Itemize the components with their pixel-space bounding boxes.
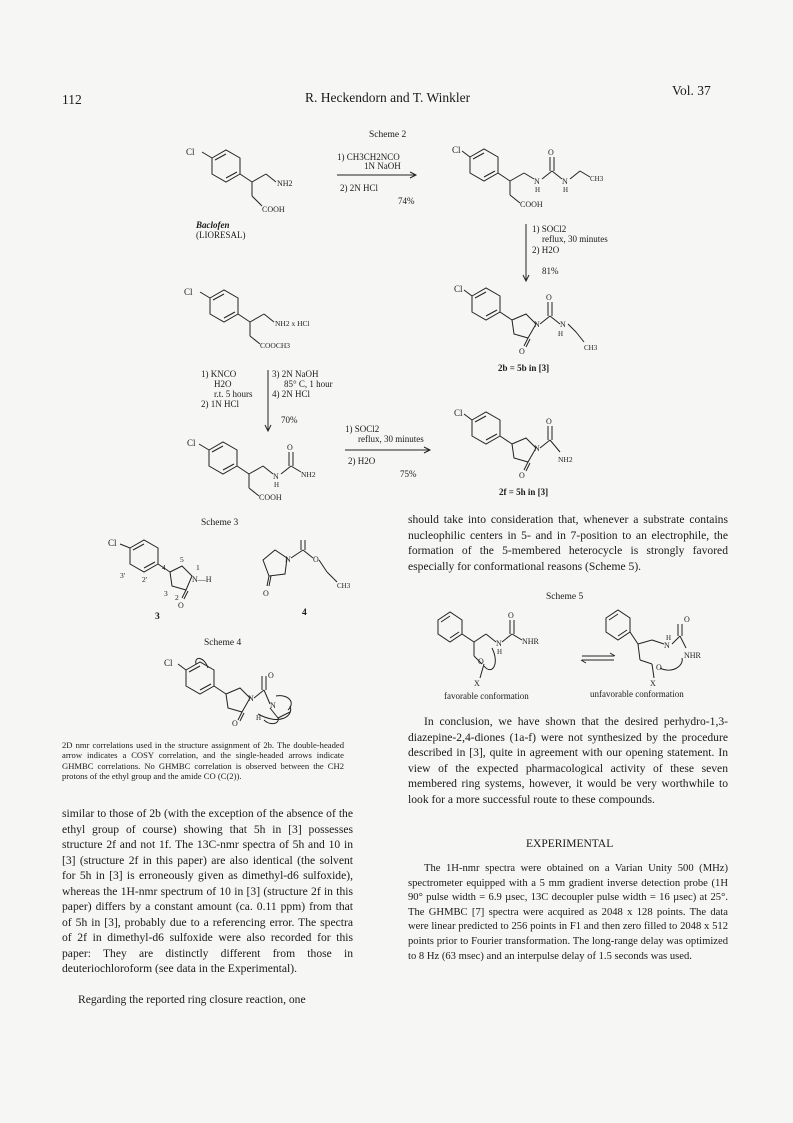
- nh2-group: NH2: [558, 455, 573, 464]
- atom-num-4: 4: [162, 563, 166, 572]
- cooch3-group: COOCH3: [260, 341, 291, 350]
- n-atom: N: [664, 641, 670, 650]
- nhr-group: NHR: [684, 651, 701, 660]
- baclofen-structure: [182, 148, 302, 218]
- step3-reagent-right-2: 85° C, 1 hour: [284, 379, 333, 389]
- step3-reagent-right-3: 4) 2N HCl: [272, 389, 310, 399]
- volume-label: Vol. 37: [672, 83, 711, 98]
- right-paragraph-2: In conclusion, we have shown that the desired perhydro-1,3-diazepine-2,4-diones (1a-f) were not synthesized by the procedure described in [3], quite in agreement with our opening statement. In view of the expected pharmacological activity of these seven membered ring systems, however, it would be very worthwhile to look for a more successful route to these compounds.: [408, 715, 728, 806]
- atom-num-3: 3: [164, 589, 168, 598]
- ch3-group: CH3: [337, 582, 351, 590]
- compound-2b-structure: [452, 284, 612, 364]
- step3-reagent-left-2: H2O: [214, 379, 232, 389]
- o-atom: O: [287, 443, 293, 452]
- compound-3-label: 3: [155, 612, 160, 622]
- o-atom: O: [178, 601, 184, 610]
- step2-reagent-3: 2) H2O: [532, 245, 560, 255]
- cl-atom: Cl: [454, 284, 463, 294]
- baclofen-trade: (LIORESAL): [196, 230, 246, 240]
- o-atom: O: [263, 589, 269, 598]
- x-atom: X: [650, 679, 656, 688]
- step1-reagent-1: 1) CH3CH2NCO: [337, 152, 400, 162]
- compound-3-structure: [108, 538, 238, 618]
- right-paragraph-1: should take into consideration that, whenever a substrate contains nucleophilic centers in 5- and in 7-position to an electrophile, the formation of the 5-membered heterocycle is strongly favored especially for conformational reasons (Scheme 5).: [408, 513, 728, 573]
- n-atom: N: [562, 177, 568, 186]
- o-atom: O: [546, 293, 552, 302]
- n-atom: N: [534, 320, 540, 329]
- o-atom: O: [684, 615, 690, 624]
- step1-reagent-3: 2) 2N HCl: [340, 183, 378, 193]
- h-atom: H: [497, 648, 503, 656]
- left-paragraph-2: Regarding the reported ring closure reaction, one: [78, 993, 306, 1006]
- h-atom: H: [558, 330, 564, 338]
- o-atom: O: [232, 719, 238, 728]
- n-atom: N: [270, 701, 276, 710]
- o-atom: O: [508, 611, 514, 620]
- step4-reagent-2: reflux, 30 minutes: [358, 434, 424, 444]
- n-atom: N: [285, 555, 291, 564]
- step3-reagent-left-1: 1) KNCO: [201, 369, 237, 379]
- atom-num-2prime: 2': [142, 575, 148, 584]
- n-atom: N: [534, 444, 540, 453]
- cooh-group: COOH: [262, 205, 285, 214]
- cl-atom: Cl: [108, 538, 117, 548]
- nhr-group: NHR: [522, 637, 539, 646]
- o-atom: O: [268, 671, 274, 680]
- cl-atom: Cl: [186, 148, 195, 157]
- left-paragraph-1: similar to those of 2b (with the exception of the absence of the ethyl group of course) showing that 5h in [3] possesses structure 2f and not 1f. The 13C-nmr spectra of 5h and 10 in [3] (structure 2f in this paper) are also identical (the solvent for 5h in [3] is erroneously given as dimethyl-d6 sulfoxide), whereas the 1H-nmr spectrum of 10 in [3] (structure 2f in this paper) differs by a constant amount (ca. 0.11 ppm) from that of 5h in [3], probably due to a referencing error. The spectra of 2f in dimethyl-d6 sulfoxide were also recorded for this paper: They are distinctly different from those in deuteriochloroform (see data in the Experimental).: [62, 807, 353, 975]
- compound-2b-label: 2b = 5b in [3]: [498, 363, 550, 373]
- n-atom: N: [560, 320, 566, 329]
- step1-yield: 74%: [398, 196, 415, 206]
- step2-reagent-2: reflux, 30 minutes: [542, 234, 608, 244]
- n-atom: N: [534, 177, 540, 186]
- o-atom: O: [519, 471, 525, 480]
- step2-reagent-1: 1) SOCl2: [532, 224, 567, 234]
- step3-reagent-right-1: 3) 2N NaOH: [272, 369, 319, 379]
- page-number: 112: [62, 92, 82, 107]
- h-atom: H: [274, 481, 280, 489]
- step2-yield: 81%: [542, 266, 559, 276]
- scheme4-caption: 2D nmr correlations used in the structure assignment of 2b. The double-headed arrow indicates a COSY correlation, and the single-headed arrows indicate GHMBC correlations. No GHMBC correlation is observed between the CH2 protons of the ethyl group and the amide CO (C(2)).: [62, 740, 344, 782]
- n-h-group: N—H: [192, 575, 212, 584]
- h-atom: H: [535, 186, 541, 194]
- ch3-group: CH3: [590, 175, 604, 183]
- step1-arrow: [335, 170, 420, 180]
- ethylurea-acid-structure: [448, 143, 613, 213]
- n-atom: N: [248, 694, 254, 703]
- scheme5-structures: [430, 604, 730, 692]
- o-atom: O: [546, 417, 552, 426]
- compound-4-label: 4: [302, 608, 307, 618]
- running-head-authors: R. Heckendorn and T. Winkler: [305, 90, 471, 105]
- h-atom: H: [563, 186, 569, 194]
- scheme4-structure: [160, 656, 310, 728]
- o-atom: O: [548, 148, 554, 157]
- h-atom: H: [256, 714, 262, 722]
- baclofen-name: Baclofen: [196, 220, 230, 230]
- scheme4-title: Scheme 4: [204, 638, 242, 648]
- compound-4-structure: [257, 540, 367, 610]
- unfavorable-conformation-label: unfavorable conformation: [590, 689, 684, 699]
- n-atom: N: [273, 472, 279, 481]
- urea-acid-structure: [187, 438, 337, 506]
- o-atom: O: [656, 663, 662, 672]
- compound-2f-structure: [452, 408, 592, 484]
- step2-arrow: [521, 222, 531, 284]
- nh2-group: NH2: [301, 470, 316, 479]
- favorable-conformation-label: favorable conformation: [444, 691, 529, 701]
- scheme5-title: Scheme 5: [546, 592, 584, 602]
- step3-yield: 70%: [281, 415, 298, 425]
- cl-atom: Cl: [184, 287, 193, 297]
- cooh-group: COOH: [520, 200, 543, 209]
- cl-atom: Cl: [452, 145, 461, 155]
- atom-num-1: 1: [196, 563, 200, 572]
- compound-2f-label: 2f = 5h in [3]: [499, 487, 549, 497]
- cl-atom: Cl: [187, 438, 196, 448]
- atom-num-2: 2: [175, 593, 179, 602]
- x-atom: X: [474, 679, 480, 688]
- atom-num-5: 5: [180, 555, 184, 564]
- scheme2-title: Scheme 2: [369, 130, 407, 140]
- cl-atom: Cl: [164, 658, 173, 668]
- step3-reagent-left-4: 2) 1N HCl: [201, 399, 239, 409]
- experimental-heading: EXPERIMENTAL: [526, 838, 614, 850]
- ch3-group: CH3: [584, 344, 598, 352]
- step4-reagent-3: 2) H2O: [348, 456, 376, 466]
- o-atom: O: [519, 347, 525, 356]
- step1-reagent-2: 1N NaOH: [364, 161, 401, 171]
- step3-reagent-left-3: r.t. 5 hours: [214, 389, 253, 399]
- nh2-group: NH2: [277, 179, 293, 188]
- methyl-ester-structure: [182, 286, 312, 354]
- step4-yield: 75%: [400, 469, 417, 479]
- cl-atom: Cl: [454, 408, 463, 418]
- o-atom: O: [478, 657, 484, 666]
- atom-num-3prime: 3': [120, 571, 126, 580]
- n-atom: N: [496, 639, 502, 648]
- nh2-hcl-group: NH2 x HCl: [275, 319, 310, 328]
- scheme3-title: Scheme 3: [201, 518, 239, 528]
- o-atom: O: [313, 555, 319, 564]
- step4-reagent-1: 1) SOCl2: [345, 424, 380, 434]
- experimental-paragraph: The 1H-nmr spectra were obtained on a Varian Unity 500 (MHz) spectrometer equipped with a 5 mm gradient inverse detection probe (1H 90° pulse width = 6.9 µsec, 13C decoupler pulse width = 16 µsec) at 25°. The GHMBC [7] spectra were acquired as 2048 x 128 points. The data were linear predicted to 256 points in F1 and then zero filled to 2048 x 512 points prior to Fourier transformation. The long-range delay was optimized to 8 Hz (63 msec) and an interpulse delay of 1.5 seconds was used.: [408, 863, 728, 962]
- step4-arrow: [343, 445, 435, 455]
- h-atom: H: [666, 634, 672, 642]
- cooh-group: COOH: [259, 493, 282, 502]
